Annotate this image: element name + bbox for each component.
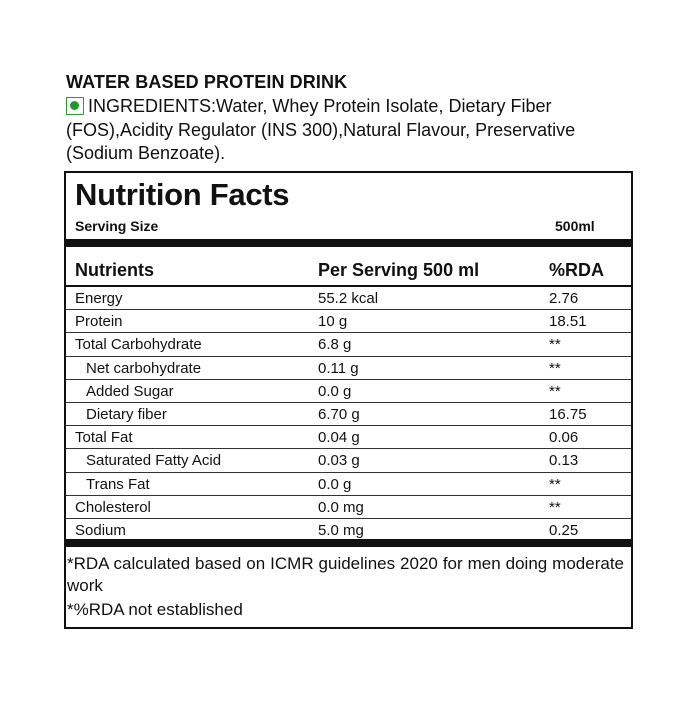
nutrition-facts-panel [64, 171, 633, 629]
serving-size-value: 500ml [555, 218, 595, 234]
column-header-per-serving: Per Serving 500 ml [318, 260, 480, 280]
nutrient-name: Added Sugar [86, 382, 174, 400]
table-row [66, 426, 631, 449]
nutrient-name: Energy [75, 290, 123, 307]
nutrient-amount: 0.11 g [318, 359, 359, 377]
nutrient-rda: 0.06 [549, 429, 579, 447]
top-divider-bar [66, 239, 631, 247]
nutrient-name: Total Carbohydrate [75, 336, 202, 354]
veg-symbol-icon [66, 97, 84, 115]
serving-size-label: Serving Size [75, 218, 159, 234]
nutrient-rda: ** [549, 498, 561, 516]
nutrient-rda: ** [549, 359, 561, 377]
footnote-rda-not-established: *%RDA not established [67, 600, 243, 619]
nutrient-amount: 0.04 g [318, 429, 360, 447]
nutrient-name: Total Fat [75, 429, 133, 447]
column-header-rda: %RDA [549, 260, 605, 280]
table-row [66, 449, 631, 472]
nutrient-name: Net carbohydrate [86, 359, 202, 377]
nutrient-rda: 0.13 [549, 452, 579, 470]
footnote-rda-basis: *RDA calculated based on ICMR guidelines 2020 for men doing moderate work [67, 554, 624, 595]
nutrient-rda: 2.76 [549, 290, 579, 307]
table-row [66, 380, 631, 403]
nutrient-table [66, 287, 631, 542]
bottom-divider-bar [66, 539, 631, 547]
nutrient-amount: 0.0 g [318, 382, 352, 400]
nutrient-amount: 10 g [318, 313, 348, 331]
nutrient-name: Saturated Fatty Acid [86, 452, 222, 470]
product-title: WATER BASED PROTEIN DRINK [66, 72, 348, 92]
nutrient-amount: 0.0 mg [318, 498, 364, 516]
table-row [66, 357, 631, 380]
nutrient-amount: 6.8 g [318, 336, 352, 354]
ingredients-block [66, 95, 636, 166]
nutrient-rda: ** [549, 382, 561, 400]
nutrient-rda: ** [549, 336, 561, 354]
table-row [66, 403, 631, 426]
column-header-nutrients: Nutrients [75, 260, 155, 280]
nutrient-name: Trans Fat [86, 475, 150, 493]
nutrient-rda: 0.25 [549, 521, 579, 539]
nutrient-name: Cholesterol [75, 498, 151, 516]
nutrient-rda: 18.51 [549, 313, 587, 331]
nutrient-rda: ** [549, 475, 561, 493]
table-row [66, 473, 631, 496]
nutrient-amount: 55.2 kcal [318, 290, 379, 307]
table-row [66, 333, 631, 356]
nutrient-name: Protein [75, 313, 123, 331]
nutrient-amount: 0.03 g [318, 452, 360, 470]
nutrient-name: Sodium [75, 521, 126, 539]
nutrient-name: Dietary fiber [86, 405, 167, 423]
nutrition-facts-title: Nutrition Facts [75, 177, 290, 212]
nutrient-amount: 5.0 mg [318, 521, 364, 539]
table-row [66, 496, 631, 519]
table-row [66, 310, 631, 333]
table-row [66, 287, 631, 310]
nutrient-rda: 16.75 [549, 405, 587, 423]
nutrient-amount: 6.70 g [318, 405, 360, 423]
nutrient-amount: 0.0 g [318, 475, 352, 493]
ingredients-text: INGREDIENTS:Water, Whey Protein Isolate, Dietary Fiber (FOS),Acidity Regulator (INS 300),Natural Flavour, Preservative (Sodium Benzoate). [66, 96, 576, 163]
